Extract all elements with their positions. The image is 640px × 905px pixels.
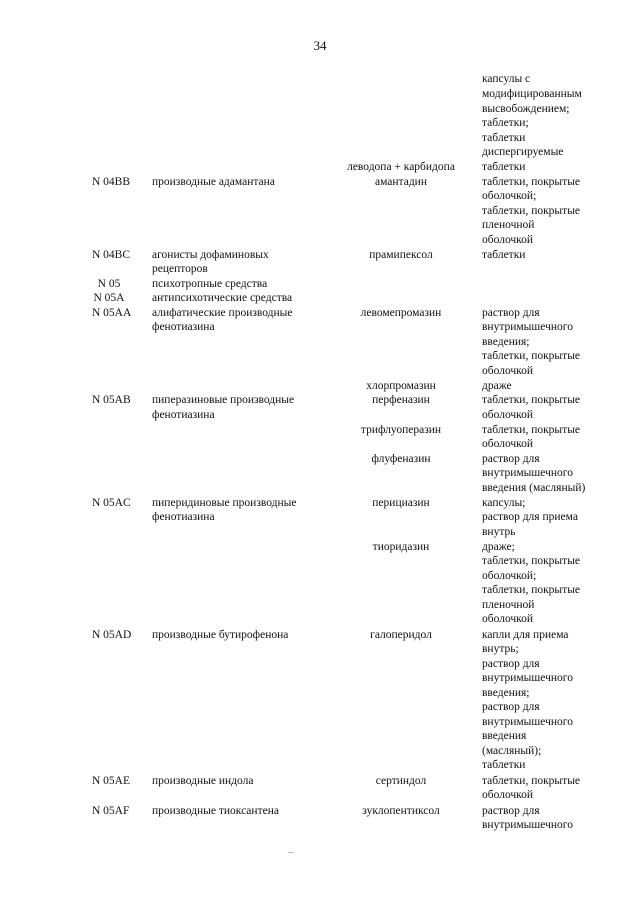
dosage-form-line: раствор для bbox=[482, 701, 540, 713]
dosage-form-line: драже bbox=[482, 380, 512, 392]
dosage-form-line: раствор для bbox=[482, 307, 540, 319]
dosage-form-line: оболочкой bbox=[482, 438, 534, 450]
group-name: агонисты дофаминовых bbox=[152, 249, 269, 261]
drug-name: зуклопентиксол bbox=[362, 805, 440, 817]
dosage-form-line: введения; bbox=[482, 687, 530, 699]
dosage-form-line: раствор для bbox=[482, 453, 540, 465]
dosage-form-line: внутримышечного bbox=[482, 819, 573, 831]
group-name: фенотиазина bbox=[152, 321, 215, 333]
dosage-form-line: таблетки, покрытые bbox=[482, 555, 581, 567]
dosage-form-line: введения; bbox=[482, 336, 530, 348]
drug-name: леводопа + карбидопа bbox=[347, 161, 455, 173]
group-name: производные бутирофенона bbox=[152, 629, 289, 641]
atc-code: N 05A bbox=[93, 292, 125, 304]
dosage-form-line: внутримышечного bbox=[482, 672, 573, 684]
dosage-form-line: раствор для bbox=[482, 658, 540, 670]
group-name: антипсихотические средства bbox=[152, 292, 293, 304]
dosage-form-line: таблетки bbox=[482, 759, 526, 771]
atc-code: N 05AD bbox=[92, 629, 132, 641]
atc-code: N 05 bbox=[97, 278, 121, 290]
group-name: фенотиазина bbox=[152, 409, 215, 421]
dosage-form-line: внутримышечного bbox=[482, 716, 573, 728]
dosage-form-line: капсулы; bbox=[482, 497, 526, 509]
drug-name: прамипексол bbox=[369, 249, 433, 261]
dosage-form-line: пленочной bbox=[482, 599, 535, 611]
dosage-form-line: введения (масляный) bbox=[482, 482, 586, 494]
dosage-form-line: капли для приема bbox=[482, 629, 569, 641]
dosage-form-line: пленочной bbox=[482, 219, 535, 231]
drug-name: перициазин bbox=[372, 497, 430, 509]
group-name: рецепторов bbox=[152, 263, 208, 275]
dosage-form-line: модифицированным bbox=[482, 88, 582, 100]
drug-name: хлорпромазин bbox=[366, 380, 436, 392]
dosage-form-line: оболочкой; bbox=[482, 570, 537, 582]
atc-code: N 05AE bbox=[92, 775, 131, 787]
scan-artifact bbox=[288, 852, 294, 853]
dosage-form-line: капсулы с bbox=[482, 73, 531, 85]
atc-code: N 04BB bbox=[92, 176, 131, 188]
drug-name: тиоридазин bbox=[372, 541, 430, 553]
dosage-form-line: оболочкой bbox=[482, 613, 534, 625]
dosage-form-line: внутримышечного bbox=[482, 321, 573, 333]
dosage-form-line: таблетки, покрытые bbox=[482, 176, 581, 188]
dosage-form-line: оболочкой bbox=[482, 234, 534, 246]
drug-name: трифлуоперазин bbox=[360, 424, 442, 436]
dosage-form-line: таблетки bbox=[482, 161, 526, 173]
group-name: алифатические производные bbox=[152, 307, 293, 319]
dosage-form-line: драже; bbox=[482, 541, 515, 553]
group-name: фенотиазина bbox=[152, 511, 215, 523]
group-name: производные адамантана bbox=[152, 176, 275, 188]
dosage-form-line: таблетки; bbox=[482, 117, 529, 129]
atc-code: N 05AA bbox=[92, 307, 132, 319]
dosage-form-line: оболочкой bbox=[482, 409, 534, 421]
group-name: психотропные средства bbox=[152, 278, 268, 290]
drug-name: левомепромазин bbox=[360, 307, 442, 319]
drug-name: галоперидол bbox=[370, 629, 432, 641]
group-name: производные тиоксантена bbox=[152, 805, 279, 817]
dosage-form-line: оболочкой bbox=[482, 789, 534, 801]
dosage-form-line: таблетки, покрытые bbox=[482, 394, 581, 406]
group-name: пиперазиновые производные bbox=[152, 394, 295, 406]
dosage-form-line: оболочкой; bbox=[482, 190, 537, 202]
drug-name: флуфеназин bbox=[371, 453, 431, 465]
atc-code: N 04BC bbox=[92, 249, 131, 261]
dosage-form-line: таблетки, покрытые bbox=[482, 350, 581, 362]
atc-code: N 05AF bbox=[92, 805, 130, 817]
group-name: производные индола bbox=[152, 775, 254, 787]
dosage-form-line: диспергируемые bbox=[482, 146, 564, 158]
group-name: пиперидиновые производные bbox=[152, 497, 297, 509]
dosage-form-line: внутрь bbox=[482, 526, 516, 538]
dosage-form-line: (масляный); bbox=[482, 745, 542, 757]
page-number: 34 bbox=[313, 38, 327, 53]
dosage-form-line: оболочкой bbox=[482, 365, 534, 377]
dosage-form-line: раствор для приема bbox=[482, 511, 578, 523]
dosage-form-line: таблетки, покрытые bbox=[482, 775, 581, 787]
atc-code: N 05AC bbox=[92, 497, 131, 509]
drug-name: перфеназин bbox=[372, 394, 430, 406]
atc-code: N 05AB bbox=[92, 394, 131, 406]
dosage-form-line: таблетки, покрытые bbox=[482, 205, 581, 217]
drug-name: амантадин bbox=[375, 176, 427, 188]
dosage-form-line: раствор для bbox=[482, 805, 540, 817]
dosage-form-line: внутрь; bbox=[482, 643, 519, 655]
dosage-form-line: высвобождением; bbox=[482, 103, 570, 115]
dosage-form-line: внутримышечного bbox=[482, 467, 573, 479]
dosage-form-line: введения bbox=[482, 730, 527, 742]
dosage-form-line: таблетки, покрытые bbox=[482, 584, 581, 596]
dosage-form-line: таблетки, покрытые bbox=[482, 424, 581, 436]
dosage-form-line: таблетки bbox=[482, 249, 526, 261]
drug-name: сертиндол bbox=[375, 775, 427, 787]
dosage-form-line: таблетки bbox=[482, 132, 526, 144]
